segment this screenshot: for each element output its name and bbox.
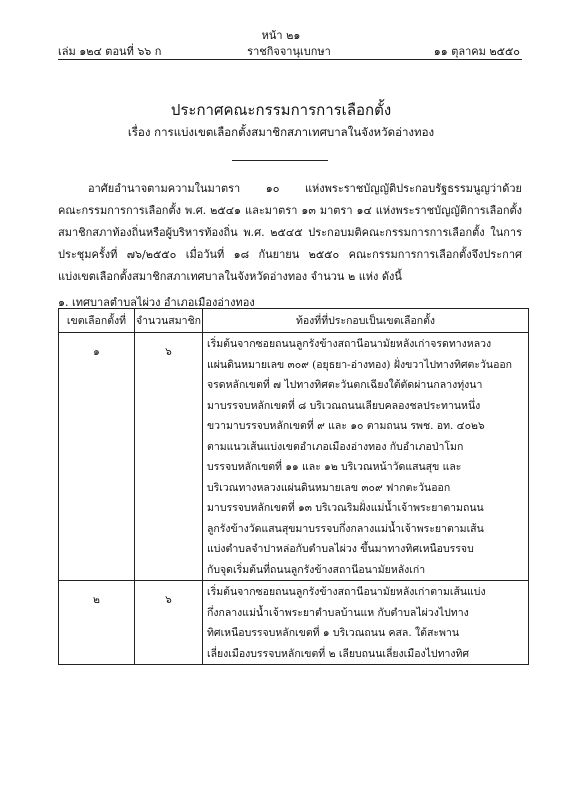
boundary-line: จรดหลักเขตที่ ๗ ไปทางทิศตะวันตกเฉียงใต้ตัดผ่านกลางทุ่งนา (207, 379, 483, 391)
boundary-line: เริ่มต้นจากซอยถนนลูกรังข้างสถานีอนามัยหลังเก่าจรดทางหลวง (207, 338, 492, 350)
table-row (59, 333, 529, 581)
preamble-line: อาศัยอำนาจตามความในมาตรา ๑๐ แห่งพระราชบัญญัติประกอบรัฐธรรมนูญว่าด้วย (88, 182, 522, 195)
boundary-line: แบ่งตำบลจำปาหล่อกับตำบลไผ่วง ขึ้นมาทางทิศเหนือบรรจบ (207, 543, 474, 555)
district-table (58, 308, 529, 665)
boundary-line: เลี่ยงเมืองบรรจบหลักเขตที่ ๒ เลียบถนนเลี่ยงเมืองไปทางทิศ (207, 647, 470, 660)
district-number: ๑ (59, 333, 135, 581)
header-divider (58, 59, 522, 60)
preamble-line: แบ่งเขตเลือกตั้งสมาชิกสภาเทศบาลในจังหวัดอ่างทอง จำนวน ๒ แห่ง ดังนี้ (58, 270, 402, 283)
boundary-line: ลูกรังข้างวัดแสนสุขมาบรรจบกึ่งกลางแม่น้ำเจ้าพระยาตามเส้น (207, 522, 484, 535)
section-heading: ๑. เทศบาลตำบลไผ่วง อำเภอเมืองอ่างทอง (58, 296, 255, 309)
boundary-line: ทิศเหนือบรรจบหลักเขตที่ ๑ บริเวณถนน คสล. ใต้สะพาน (207, 627, 460, 639)
title-divider (232, 160, 328, 161)
preamble-paragraph (58, 178, 522, 288)
column-header-area: ท้องที่ที่ประกอบเป็นเขตเลือกตั้ง (203, 309, 529, 333)
table-row (59, 581, 529, 665)
gazette-header (58, 42, 520, 56)
boundary-line: ขวามาบรรจบหลักเขตที่ ๙ และ ๑๐ ตามถนน รพช. อท. ๔๐๒๖ (207, 420, 485, 432)
district-boundary-description (203, 581, 529, 665)
column-header-members: จำนวนสมาชิก (135, 309, 203, 333)
boundary-line: แผ่นดินหมายเลข ๓๐๙ (อยุธยา-อ่างทอง) ฝั่งขวาไปทางทิศตะวันออก (207, 358, 513, 371)
column-header-district: เขตเลือกตั้งที่ (59, 309, 135, 333)
announcement-subject: เรื่อง การแบ่งเขตเลือกตั้งสมาชิกสภาเทศบาลในจังหวัดอ่างทอง (127, 125, 435, 139)
boundary-line: มาบรรจบหลักเขตที่ ๘ บริเวณถนนเลียบคลองชลประทานหนึ่ง (207, 399, 481, 412)
page-number: หน้า ๒๑ (261, 29, 301, 42)
volume-issue: เล่ม ๑๒๔ ตอนที่ ๖๖ ก (58, 45, 162, 58)
gazette-name: ราชกิจจานุเบกษา (247, 45, 331, 58)
district-boundary-description (203, 333, 529, 581)
table-header-row (59, 309, 529, 333)
preamble-line: คณะกรรมการการเลือกตั้ง พ.ศ. ๒๕๔๑ และมาตรา ๑๓ มาตรา ๑๔ แห่งพระราชบัญญัติการเลือกตั้ง (58, 204, 522, 217)
announcement-title: ประกาศคณะกรรมการการเลือกตั้ง (170, 101, 392, 119)
preamble-line: ประชุมครั้งที่ ๗๖/๒๕๕๐ เมื่อวันที่ ๑๘ กันยายน ๒๕๕๐ คณะกรรมการการเลือกตั้งจึงประกาศ (58, 248, 522, 261)
boundary-line: ตามแนวเส้นแบ่งเขตอำเภอเมืองอ่างทอง กับอำเภอป่าโมก (207, 440, 464, 453)
preamble-line: สมาชิกสภาท้องถิ่นหรือผู้บริหารท้องถิ่น พ.ศ. ๒๕๔๕ ประกอบมติคณะกรรมการการเลือกตั้ง ในการ (58, 226, 522, 239)
issue-date: ๑๑ ตุลาคม ๒๕๕๐ (433, 45, 520, 58)
boundary-line: บรรจบหลักเขตที่ ๑๑ และ ๑๒ บริเวณหน้าวัดแสนสุข และ (207, 461, 462, 473)
boundary-line: กับจุดเริ่มต้นที่ถนนลูกรังข้างสถานีอนามัยหลังเก่า (207, 563, 426, 576)
boundary-line: มาบรรจบหลักเขตที่ ๑๓ บริเวณริมฝั่งแม่น้ำเจ้าพระยาตามถนน (207, 502, 484, 514)
boundary-line: กึ่งกลางแม่น้ำเจ้าพระยาตำบลบ้านแห กับตำบลไผ่วงไปทาง (207, 606, 469, 619)
boundary-line: เริ่มต้นจากซอยถนนลูกรังข้างสถานีอนามัยหลังเก่าตามเส้นแบ่ง (207, 586, 486, 598)
district-number: ๒ (59, 581, 135, 665)
member-count: ๖ (135, 581, 203, 665)
member-count: ๖ (135, 333, 203, 581)
boundary-line: บริเวณทางหลวงแผ่นดินหมายเลข ๓๐๙ ฟากตะวันออก (207, 481, 451, 494)
